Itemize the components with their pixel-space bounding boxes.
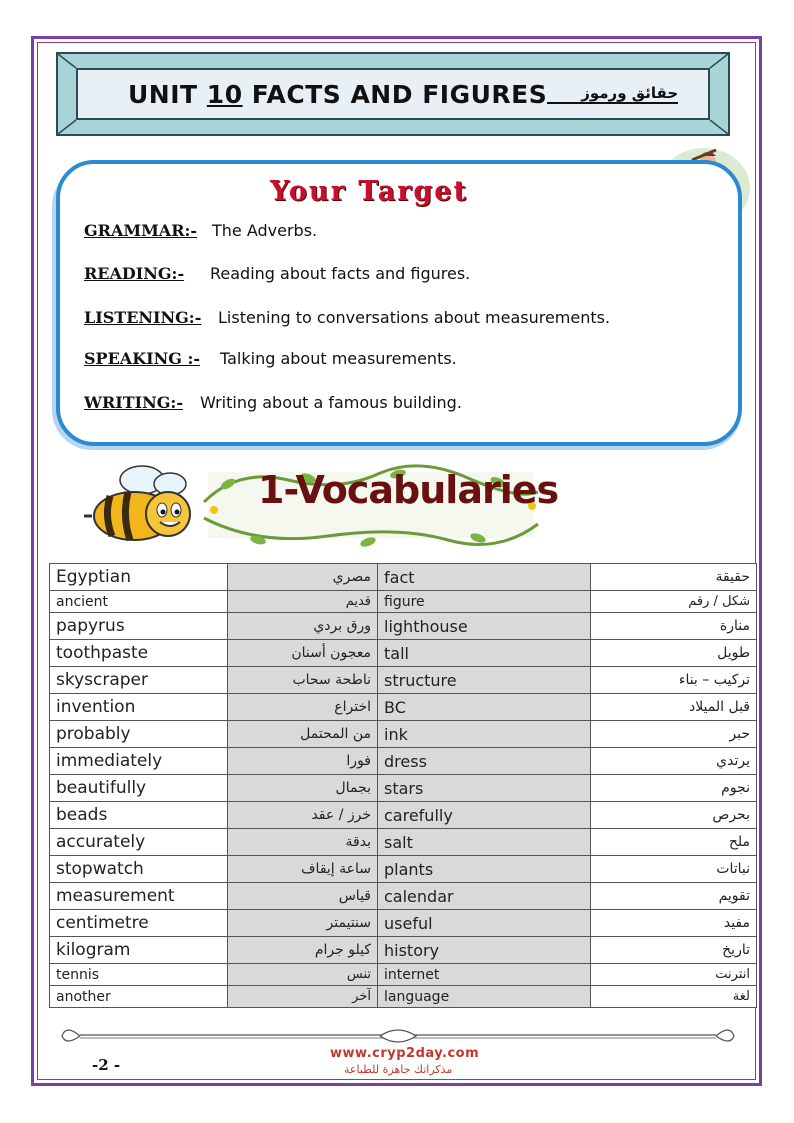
- vocab-english-word: tennis: [50, 964, 228, 986]
- vocab-arabic-meaning: شكل / رقم: [591, 591, 757, 613]
- vocab-arabic-meaning: خرز / عقد: [228, 802, 378, 829]
- table-row: [50, 964, 757, 986]
- vocab-english-word: BC: [378, 694, 591, 721]
- title-frame: [56, 52, 730, 136]
- unit-title: UNIT 10 FACTS AND FIGURES: [128, 79, 548, 109]
- vocab-arabic-meaning: سنتيمتر: [228, 910, 378, 937]
- vocab-english-word: kilogram: [50, 937, 228, 964]
- vocab-arabic-meaning: تركيب – بناء: [591, 667, 757, 694]
- vocab-arabic-meaning: ناطحة سحاب: [228, 667, 378, 694]
- table-row: [50, 775, 757, 802]
- target-item-grammar: [84, 221, 317, 240]
- vocab-english-word: ancient: [50, 591, 228, 613]
- target-text: Writing about a famous building.: [200, 393, 462, 412]
- vocab-english-word: measurement: [50, 883, 228, 910]
- vocab-english-word: another: [50, 986, 228, 1008]
- vocab-arabic-meaning: تنس: [228, 964, 378, 986]
- vocab-english-word: toothpaste: [50, 640, 228, 667]
- table-row: [50, 829, 757, 856]
- unit-number: 10: [206, 79, 243, 109]
- table-row: [50, 802, 757, 829]
- vocab-arabic-meaning: طويل: [591, 640, 757, 667]
- vocab-arabic-meaning: ورق بردي: [228, 613, 378, 640]
- table-row: [50, 640, 757, 667]
- vocab-english-word: tall: [378, 640, 591, 667]
- table-row: [50, 613, 757, 640]
- vocab-english-word: skyscraper: [50, 667, 228, 694]
- vocab-english-word: stopwatch: [50, 856, 228, 883]
- page-number: -2 -: [92, 1056, 121, 1074]
- vocab-english-word: beads: [50, 802, 228, 829]
- table-row: [50, 667, 757, 694]
- table-row: [50, 721, 757, 748]
- vocab-english-word: probably: [50, 721, 228, 748]
- target-text: The Adverbs.: [212, 221, 318, 240]
- footer-website: www.cryp2day.com: [330, 1046, 480, 1061]
- target-item-reading: [84, 264, 470, 283]
- table-row: [50, 856, 757, 883]
- vocab-arabic-meaning: قياس: [228, 883, 378, 910]
- vocab-english-word: internet: [378, 964, 591, 986]
- vocab-arabic-meaning: قديم: [228, 591, 378, 613]
- title-inner: [76, 68, 710, 120]
- target-heading: Your Target: [270, 176, 468, 207]
- vocab-english-word: history: [378, 937, 591, 964]
- table-row: [50, 591, 757, 613]
- vocab-english-word: salt: [378, 829, 591, 856]
- vocab-english-word: lighthouse: [378, 613, 591, 640]
- vocab-english-word: structure: [378, 667, 591, 694]
- vocab-arabic-meaning: بدقة: [228, 829, 378, 856]
- table-row: [50, 883, 757, 910]
- vocab-arabic-meaning: فورا: [228, 748, 378, 775]
- vocab-arabic-meaning: يرتدي: [591, 748, 757, 775]
- vocab-english-word: centimetre: [50, 910, 228, 937]
- target-item-speaking: [84, 349, 457, 368]
- vocab-english-word: stars: [378, 775, 591, 802]
- vocab-english-word: calendar: [378, 883, 591, 910]
- bee-icon: [82, 458, 202, 550]
- vocab-english-word: plants: [378, 856, 591, 883]
- vocab-english-word: figure: [378, 591, 591, 613]
- vocab-english-word: Egyptian: [50, 564, 228, 591]
- unit-title-arabic: حقائق ورموز: [547, 84, 678, 104]
- vocab-arabic-meaning: تقويم: [591, 883, 757, 910]
- vocab-english-word: language: [378, 986, 591, 1008]
- vocab-arabic-meaning: حبر: [591, 721, 757, 748]
- target-text: Listening to conversations about measurements.: [218, 308, 611, 327]
- target-item-listening: [84, 308, 610, 327]
- vocab-arabic-meaning: بحرص: [591, 802, 757, 829]
- vocab-arabic-meaning: حقيقة: [591, 564, 757, 591]
- vocab-arabic-meaning: مفيد: [591, 910, 757, 937]
- footer-ornament: [60, 1022, 736, 1048]
- table-row: [50, 748, 757, 775]
- table-row: [50, 564, 757, 591]
- target-label: WRITING:-: [84, 393, 183, 412]
- table-row: [50, 986, 757, 1008]
- vocab-arabic-meaning: انترنت: [591, 964, 757, 986]
- table-row: [50, 937, 757, 964]
- target-label: READING:-: [84, 264, 185, 283]
- target-text: Talking about measurements.: [220, 349, 457, 368]
- vocab-english-word: carefully: [378, 802, 591, 829]
- vocab-english-word: ink: [378, 721, 591, 748]
- vocab-english-word: useful: [378, 910, 591, 937]
- vocabulary-table: [49, 563, 757, 1008]
- vocab-english-word: accurately: [50, 829, 228, 856]
- vocab-english-word: fact: [378, 564, 591, 591]
- vocab-arabic-meaning: ملح: [591, 829, 757, 856]
- vocab-english-word: invention: [50, 694, 228, 721]
- vocab-arabic-meaning: منارة: [591, 613, 757, 640]
- target-text: Reading about facts and figures.: [210, 264, 471, 283]
- vocab-arabic-meaning: قبل الميلاد: [591, 694, 757, 721]
- vocab-arabic-meaning: معجون أسنان: [228, 640, 378, 667]
- vocabulary-heading: 1-Vocabularies: [258, 468, 559, 512]
- vocab-arabic-meaning: نجوم: [591, 775, 757, 802]
- vocab-arabic-meaning: آخر: [228, 986, 378, 1008]
- vocab-arabic-meaning: ساعة إيقاف: [228, 856, 378, 883]
- vocab-english-word: beautifully: [50, 775, 228, 802]
- target-item-writing: [84, 393, 462, 412]
- vocab-arabic-meaning: من المحتمل: [228, 721, 378, 748]
- vocab-english-word: immediately: [50, 748, 228, 775]
- target-label: LISTENING:-: [84, 308, 202, 327]
- vocab-arabic-meaning: مصري: [228, 564, 378, 591]
- vocab-arabic-meaning: بجمال: [228, 775, 378, 802]
- vocab-english-word: dress: [378, 748, 591, 775]
- vocab-english-word: papyrus: [50, 613, 228, 640]
- target-label: SPEAKING :-: [84, 349, 200, 368]
- table-row: [50, 910, 757, 937]
- vocab-arabic-meaning: كيلو جرام: [228, 937, 378, 964]
- footer-tagline: مذكراتك جاهزة للطباعة: [344, 1063, 453, 1076]
- target-label: GRAMMAR:-: [84, 221, 198, 240]
- vocab-arabic-meaning: لغة: [591, 986, 757, 1008]
- table-row: [50, 694, 757, 721]
- vocab-arabic-meaning: نباتات: [591, 856, 757, 883]
- vocab-arabic-meaning: تاريخ: [591, 937, 757, 964]
- vocab-arabic-meaning: اختراع: [228, 694, 378, 721]
